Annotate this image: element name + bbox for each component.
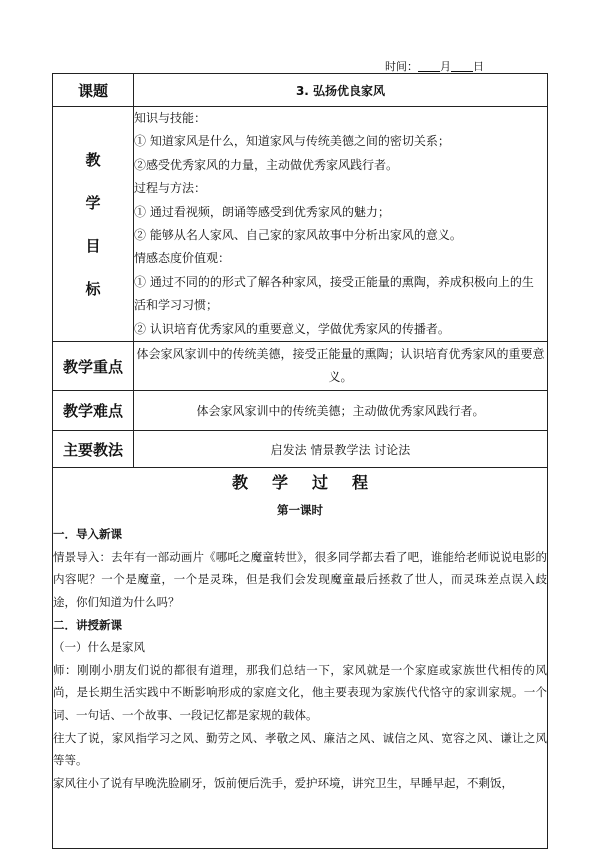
process-title: 教学过程	[231, 473, 392, 493]
goals-content	[134, 107, 548, 342]
section-intro-title: 一．导入新课	[53, 527, 122, 542]
goal-line: ① 通过看视频，朗诵等感受到优秀家风的魅力；	[134, 204, 390, 219]
day-label: 日	[473, 60, 484, 73]
goals-label-char: 目	[85, 237, 101, 256]
lesson-title: 3. 弘扬优良家风	[134, 74, 548, 107]
focus-text: 体会家风家训中的传统美德，接受正能量的熏陶；认识培育优秀家风的重要意义。	[134, 342, 548, 391]
difficulty-text: 体会家风家训中的传统美德；主动做优秀家风践行者。	[134, 391, 548, 431]
difficulty-label: 教学难点	[53, 391, 134, 431]
section-intro-text: 情景导入：去年有一部动画片《哪吒之魔童转世》，很多同学都去看了吧，谁能给老师说说电影的内容呢？一个是魔童，一个是灵珠，但是我们会发现魔童最后拯救了世人，而灵珠差点误入歧途，你们知道为什么吗？	[53, 549, 547, 610]
method-row	[53, 431, 548, 468]
lesson-time: 第一课时	[277, 502, 323, 517]
month-label: 月	[440, 60, 451, 73]
goal-line: 情感态度价值观：	[134, 251, 231, 266]
goal-line: ① 通过不同的的形式了解各种家风，接受正能量的熏陶，养成积极向上的生	[134, 274, 534, 289]
section-teach-title: 二．讲授新课	[53, 617, 122, 632]
goal-line: 知识与技能：	[134, 111, 207, 125]
goal-line: ② 能够从名人家风、自己家的家风故事中分析出家风的意义。	[134, 228, 462, 243]
lesson-title-row	[53, 74, 548, 107]
goal-line: ② 认识培育优秀家风的重要意义，学做优秀家风的传播者。	[134, 321, 450, 336]
goals-row	[53, 107, 548, 342]
date-line	[385, 58, 484, 74]
subsection-title: （一）什么是家风	[53, 640, 145, 655]
day-blank	[451, 60, 473, 72]
method-label: 主要教法	[53, 431, 134, 468]
paragraph: 师：刚刚小朋友们说的都很有道理，那我们总结一下，家风就是一个家庭或家族世代相传的风尚，是长期生活实践中不断影响形成的家庭文化，他主要表现为家族代代恪守的家训家规。一个词、一句话、一个故事、一段记忆都是家规的载体。	[53, 662, 547, 722]
paragraph: 往大了说，家风指学习之风、勤劳之风、孝敬之风、廉洁之风、诚信之风、宽容之风、谦让之风等等。	[53, 730, 547, 768]
lesson-plan-table	[52, 73, 548, 849]
goal-line: 过程与方法：	[134, 181, 207, 196]
date-label: 时间：	[385, 60, 418, 73]
lesson-label: 课题	[53, 74, 134, 107]
goals-label-char: 学	[85, 194, 101, 213]
goal-line: ① 知道家风是什么，知道家风与传统美德之间的密切关系；	[134, 134, 450, 149]
difficulty-row	[53, 391, 548, 431]
goals-label-char: 教	[85, 151, 101, 170]
process-row	[53, 468, 548, 849]
paragraph: 家风往小了说有早晚洗脸刷牙，饭前便后洗手，爱护环境，讲究卫生，早睡早起，不剩饭，	[53, 775, 513, 790]
focus-row	[53, 342, 548, 391]
focus-label: 教学重点	[53, 342, 134, 391]
month-blank	[418, 60, 440, 72]
goal-line: ②感受优秀家风的力量，主动做优秀家风践行者。	[134, 157, 399, 172]
goals-label	[53, 107, 134, 342]
method-text: 启发法 情景教学法 讨论法	[134, 431, 548, 468]
goals-label-char: 标	[85, 280, 101, 299]
goal-line: 活和学习习惯；	[134, 298, 219, 313]
process-content	[53, 468, 548, 849]
